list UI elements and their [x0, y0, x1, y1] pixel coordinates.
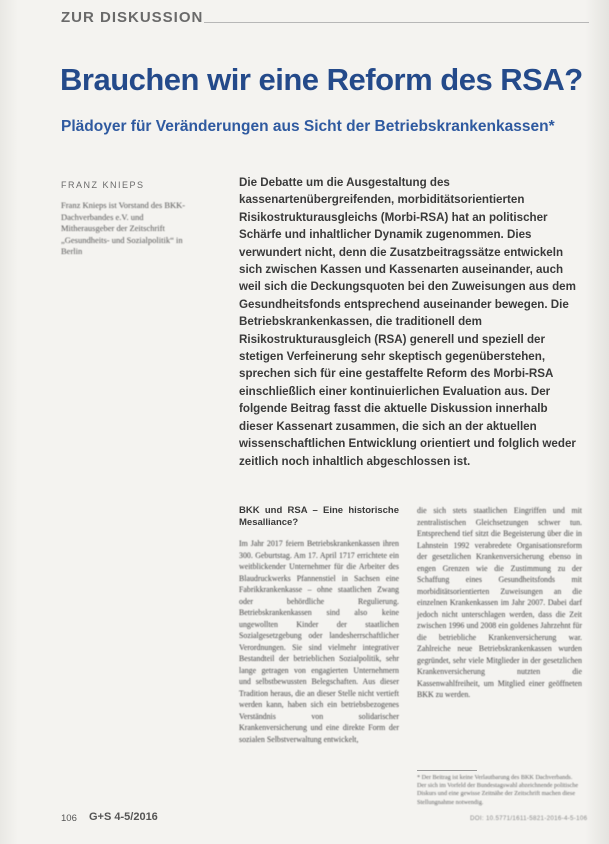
page-number: 106	[61, 813, 77, 824]
journal-issue: G+S 4-5/2016	[89, 811, 158, 823]
article-subtitle: Plädoyer für Veränderungen aus Sicht der Betriebskrankenkassen*	[61, 118, 555, 135]
footnote: * Der Beitrag ist keine Verlautbarung des BKK Dachverbands. Der sich im Vorfeld der Bundestagswahl abzeichnende politische Diskurs und eine gewisse Zeitnähe der Zeitschrift machen diese Stellungnahme notwendig.	[417, 774, 579, 806]
section-divider	[204, 22, 589, 23]
article-title: Brauchen wir eine Reform des RSA?	[60, 62, 583, 97]
author-name: FRANZ KNIEPS	[61, 180, 145, 190]
body-column-left	[239, 505, 399, 745]
section-heading: BKK und RSA – Eine historische Mesalliance?	[239, 505, 399, 528]
section-label: ZUR DISKUSSION	[61, 9, 204, 26]
doi-text: DOI: 10.5771/1611-5821-2016-4-5-106	[470, 815, 588, 822]
body-text-left: Im Jahr 2017 feiern Betriebskrankenkassen ihren 300. Geburtstag. Am 17. April 1717 errichtete ein weitblickender Unternehmer für die Arbeiter des Blaudruckwerks Pfannenstiel in Sachsen eine Fabrikkrankenkasse – ohne staatlichen Zwang oder behördliche Regulierung. Betriebskrankenkassen sind also keine ungewollten Kinder der staatlichen Sozialgesetzgebung oder landesherrschaftlicher Verordnungen. Sie sind vielmehr integrativer Bestandteil der betrieblichen Sozialpolitik, sehr lange getragen von engagierten Unternehmern und selbstbewussten Belegschaften. Aus dieser Tradition heraus, die an dieser Stelle nicht vertieft werden kann, haben sich ein betriebsbezogenes Verständnis von solidarischer Krankenversicherung und eine direkte Form der sozialen Selbstverwaltung entwickelt,	[239, 539, 399, 744]
author-bio: Franz Knieps ist Vorstand des BKK-Dachverbandes e.V. und Mitherausgeber der Zeitschrift „Gesundheits- und Sozialpolitik“ in Berlin	[61, 200, 186, 256]
body-column-right: die sich stets staatlichen Eingriffen und mit zentralistischen Gleichsetzungen schwer tun. Entsprechend tief sitzt die Begeisterung über die in Lahnstein 1992 verabredete Organisationsreform der gesetzlichen Krankenversicherung ebenso in engen Grenzen wie die Zustimmung zu der Schaffung eines Gesundheitsfonds mit morbiditätsorientierten Zuweisungen an die einzelnen Krankenkassen im Jahr 2007. Dabei darf jedoch nicht unterschlagen werden, dass die Zeit zwischen 1996 und 2008 ein goldenes Jahrzehnt für die betriebliche Krankenversicherung war. Zahlreiche neue Betriebskrankenkassen wurden gegründet, sehr viele Mitglieder in der gesetzlichen Krankenversicherung nutzten die Kassenwahlfreiheit, um Mitglied einer geöffneten BKK zu werden.	[417, 506, 582, 699]
footnote-divider	[417, 770, 477, 771]
lead-paragraph: Die Debatte um die Ausgestaltung des kassenartenübergreifenden, morbiditätsorientierten Risikostrukturausgleichs (Morbi-RSA) hat an politischer Schärfe und inhaltlicher Dynamik zugenommen. Dies verwundert nicht, denn die Zusatzbeitragssätze entwickeln sich zwischen Kassen und Kassenarten auseinander, auch weil sich die Deckungsquoten bei den Zuweisungen aus dem Gesundheitsfonds entsprechend auseinander bewegen. Die Betriebskrankenkassen, die traditionell dem Risikostrukturausgleich (RSA) generell und speziell der stetigen Verfeinerung sehr skeptisch gegenüberstehen, sprechen sich für eine gestaffelte Reform des Morbi-RSA einschließlich einer kontinuierlichen Evaluation aus. Der folgende Beitrag fasst die aktuelle Diskussion innerhalb dieser Kassenart zusammen, die sich an der aktuellen wissenschaftlichen Entwicklung orientiert und folglich weder zeitlich noch inhaltlich abgeschlossen ist.	[239, 176, 576, 468]
